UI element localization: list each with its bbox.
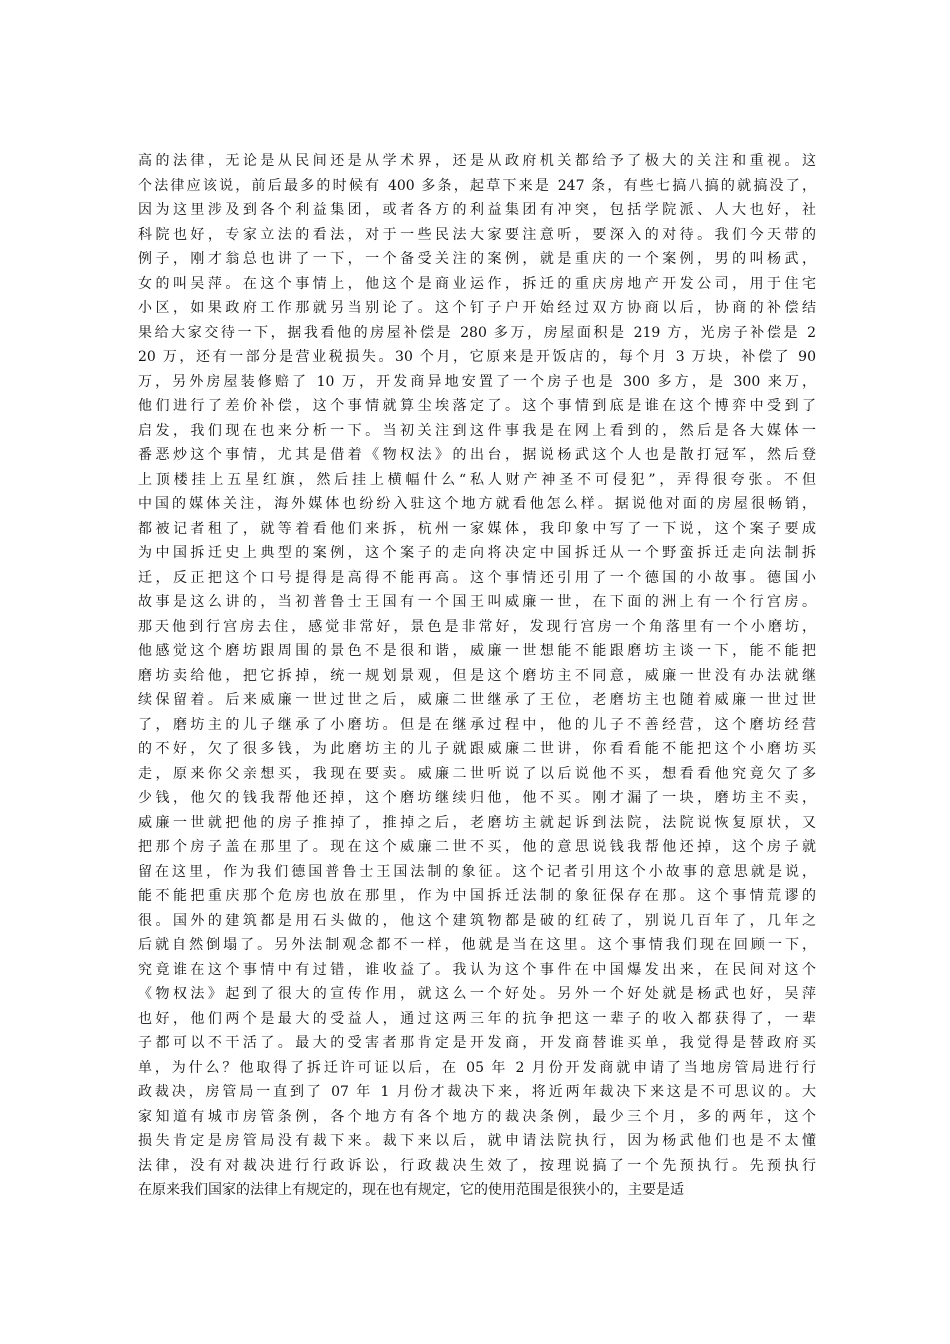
text-line: 在原来我们国家的法律上有规定的，现在也有规定，它的使用范围是很狭小的，主要是适 — [138, 1182, 684, 1198]
text-line: 上顶楼挂上五星红旗，然后挂上横幅什么“私人财产神圣不可侵犯”，弄得很夸张。不但 — [138, 471, 816, 488]
text-line: 小区，如果政府工作那就另当别论了。这个钉子户开始经过双方协商以后，协商的补偿结 — [138, 300, 816, 316]
text-line: 的不好，欠了很多钱，为此磨坊主的儿子就跟威廉二世讲，你看看能不能把这个小磨坊买 — [138, 741, 816, 757]
text-line: 单，为什么？他取得了拆迁许可证以后，在 05 年 2 月份开发商就申请了当地房管局进行行 — [138, 1059, 816, 1076]
text-line: 迁，反正把这个口号提得是高得不能再高。这个事情还引用了一个德国的小故事。德国小 — [138, 569, 816, 586]
text-line: 也好，他们两个是最大的受益人，通过这两三年的抗争把这一辈子的收入都获得了，一辈 — [138, 1010, 816, 1027]
text-line: 磨坊卖给他，把它拆掉，统一规划景观，但是这个磨坊主不同意，威廉一世没有办法就继 — [138, 667, 816, 684]
text-line: 走，原来你父亲想买，我现在要卖。威廉二世听说了以后说他不买，想看看他究竟欠了多 — [138, 765, 816, 782]
text-line: 少钱，他欠的钱我帮他还掉，这个磨坊继续归他，他不买。刚才漏了一块，磨坊主不卖， — [138, 790, 816, 806]
text-line: 把那个房子盖在那里了。现在这个威廉二世不买，他的意思说钱我帮他还掉，这个房子就 — [138, 839, 816, 855]
text-line: 后就自然倒塌了。另外法制观念都不一样，他就是当在这里。这个事情我们现在回顾一下， — [138, 937, 816, 953]
text-line: 究竟谁在这个事情中有过错，谁收益了。我认为这个事件在中国爆发出来，在民间对这个 — [138, 961, 816, 978]
text-line: 了，磨坊主的儿子继承了小磨坊。但是在继承过程中，他的儿子不善经营，这个磨坊经营 — [138, 716, 816, 733]
text-line: 因为这里涉及到各个利益集团，或者各方的利益集团有冲突，包括学院派、人大也好，社 — [138, 202, 816, 218]
text-line: 他们进行了差价补偿，这个事情就算尘埃落定了。这个事情到底是谁在这个博弈中受到了 — [138, 398, 816, 414]
text-line: 续保留着。后来威廉一世过世之后，威廉二世继承了王位，老磨坊主也随着威廉一世过世 — [138, 692, 816, 708]
text-line: 个法律应该说，前后最多的时候有 400 多条，起草下来是 247 条，有些七搞八搞的就搞没了， — [138, 177, 816, 194]
text-line: 《物权法》起到了很大的宣传作用，就这么一个好处。另外一个好处就是杨武也好，吴萍 — [138, 986, 816, 1002]
text-line: 留在这里，作为我们德国普鲁士王国法制的象征。这个记者引用这个小故事的意思就是说， — [138, 863, 816, 880]
text-line: 番恶炒这个事情，尤其是借着《物权法》的出台，据说杨武这个人也是散打冠军，然后登 — [138, 447, 816, 463]
text-line: 子都可以不干活了。最大的受害者那肯定是开发商，开发商替谁买单，我觉得是替政府买 — [138, 1035, 816, 1051]
text-line: 都被记者租了，就等着看他们来拆，杭州一家媒体，我印象中写了一下说，这个案子要成 — [138, 520, 816, 537]
body-text — [138, 149, 816, 1203]
text-line: 高的法律，无论是从民间还是从学术界，还是从政府机关都给予了极大的关注和重视。这 — [138, 153, 816, 169]
text-line: 20 万，还有一部分是营业税损失。30 个月，它原来是开饭店的，每个月 3 万块，补偿了 90 — [138, 349, 816, 365]
text-line: 能不能把重庆那个危房也放在那里，作为中国拆迁法制的象征保存在那。这个事情荒谬的 — [138, 888, 816, 904]
text-line: 故事是这么讲的，当初普鲁士王国有一个国王叫威廉一世，在下面的洲上有一个行宫房。 — [138, 594, 816, 610]
text-line: 那天他到行宫房去住，感觉非常好，景色是非常好，发现行宫房一个角落里有一个小磨坊， — [138, 618, 816, 635]
text-line: 为中国拆迁史上典型的案例，这个案子的走向将决定中国拆迁从一个野蛮拆迁走向法制拆 — [138, 545, 816, 561]
text-line: 政裁决，房管局一直到了 07 年 1 月份才裁决下来，将近两年裁决下来这是不可思议的。大 — [138, 1084, 816, 1100]
text-line: 例子，刚才翁总也讲了一下，一个备受关注的案例，就是重庆的一个案例，男的叫杨武， — [138, 251, 816, 267]
text-line: 他感觉这个磨坊跟周围的景色不是很和谐，威廉一世想能不能跟磨坊主谈一下，能不能把 — [138, 643, 816, 659]
text-line: 科院也好，专家立法的看法，对于一些民法大家要注意听，要深入的对待。我们今天带的 — [138, 226, 816, 243]
text-line: 很。国外的建筑都是用石头做的，他这个建筑物都是破的红砖了，别说几百年了，几年之 — [138, 912, 816, 929]
text-line: 法律，没有对裁决进行行政诉讼，行政裁决生效了，按理说搞了一个先预执行。先预执行 — [138, 1157, 816, 1174]
text-line: 威廉一世就把他的房子推掉了，推掉之后，老磨坊主就起诉到法院，法院说恢复原状，又 — [138, 814, 816, 831]
text-line: 万，另外房屋装修赔了 10 万，开发商异地安置了一个房子也是 300 多方，是 300 来万， — [138, 373, 816, 390]
text-line: 损失肯定是房管局没有裁下来。裁下来以后，就申请法院执行，因为杨武他们也是不太懂 — [138, 1133, 816, 1149]
text-line: 果给大家交待一下，据我看他的房屋补偿是 280 多万，房屋面积是 219 方，光房子补偿是 2 — [138, 324, 816, 341]
text-line: 家知道有城市房管条例，各个地方有各个地方的裁决条例，最少三个月，多的两年，这个 — [138, 1108, 816, 1125]
text-line: 中国的媒体关注，海外媒体也纷纷入驻这个地方就看他怎么样。据说他对面的房屋很畅销， — [138, 496, 816, 512]
text-line: 启发，我们现在也来分析一下。当初关注到这件事我是在网上看到的，然后是各大媒体一 — [138, 422, 816, 439]
text-line: 女的叫吴萍。在这个事情上，他这个是商业运作，拆迁的重庆房地产开发公司，用于住宅 — [138, 275, 816, 292]
